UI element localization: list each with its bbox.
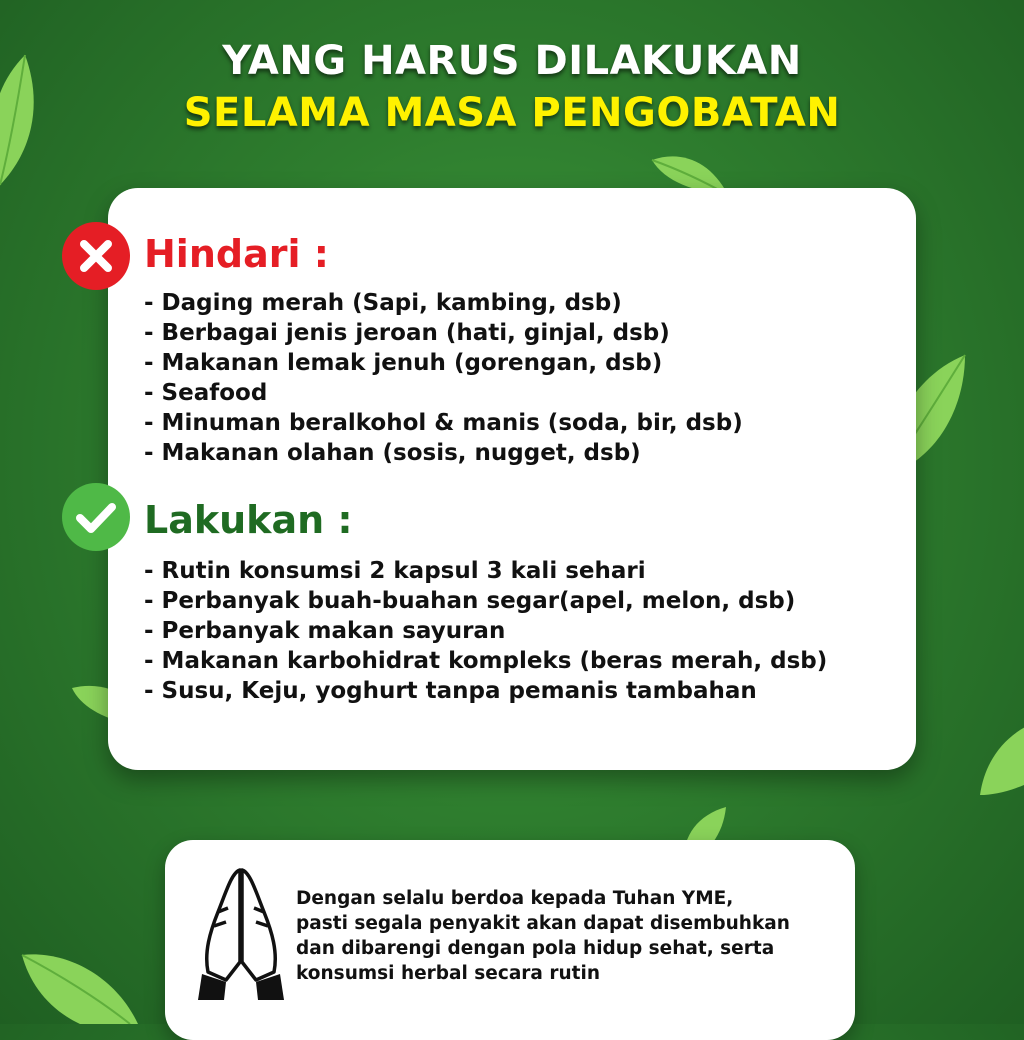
prayer-line: konsumsi herbal secara rutin: [296, 963, 600, 984]
do-heading: Lakukan :: [144, 498, 353, 542]
list-item: - Perbanyak buah-buahan segar(apel, melon, dsb): [144, 588, 796, 614]
title-line-1: YANG HARUS DILAKUKAN: [222, 38, 802, 84]
leaf-decoration-icon: [975, 720, 1024, 800]
list-item: - Seafood: [144, 380, 268, 406]
list-item: - Perbanyak makan sayuran: [144, 618, 506, 644]
list-item: - Makanan karbohidrat kompleks (beras merah, dsb): [144, 648, 828, 674]
praying-hands-icon: [196, 862, 286, 1002]
avoid-list: [144, 288, 743, 468]
check-circle-icon: [62, 483, 130, 551]
leaf-decoration-icon: [20, 950, 140, 1024]
list-item: - Rutin konsumsi 2 kapsul 3 kali sehari: [144, 558, 646, 584]
list-item: - Daging merah (Sapi, kambing, dsb): [144, 290, 622, 316]
prayer-line: Dengan selalu berdoa kepada Tuhan YME,: [296, 888, 734, 909]
list-item: - Makanan lemak jenuh (gorengan, dsb): [144, 350, 663, 376]
avoid-heading: Hindari :: [144, 232, 329, 276]
prayer-line: dan dibarengi dengan pola hidup sehat, serta: [296, 938, 775, 959]
prayer-line: pasti segala penyakit akan dapat disembuhkan: [296, 913, 790, 934]
list-item: - Berbagai jenis jeroan (hati, ginjal, dsb): [144, 320, 670, 346]
do-list: [144, 556, 827, 706]
list-item: - Susu, Keju, yoghurt tanpa pemanis tambahan: [144, 678, 757, 704]
list-item: - Minuman beralkohol & manis (soda, bir, dsb): [144, 410, 743, 436]
title-line-2: SELAMA MASA PENGOBATAN: [183, 90, 841, 136]
prayer-message: [296, 886, 836, 986]
x-circle-icon: [62, 222, 130, 290]
list-item: - Makanan olahan (sosis, nugget, dsb): [144, 440, 641, 466]
